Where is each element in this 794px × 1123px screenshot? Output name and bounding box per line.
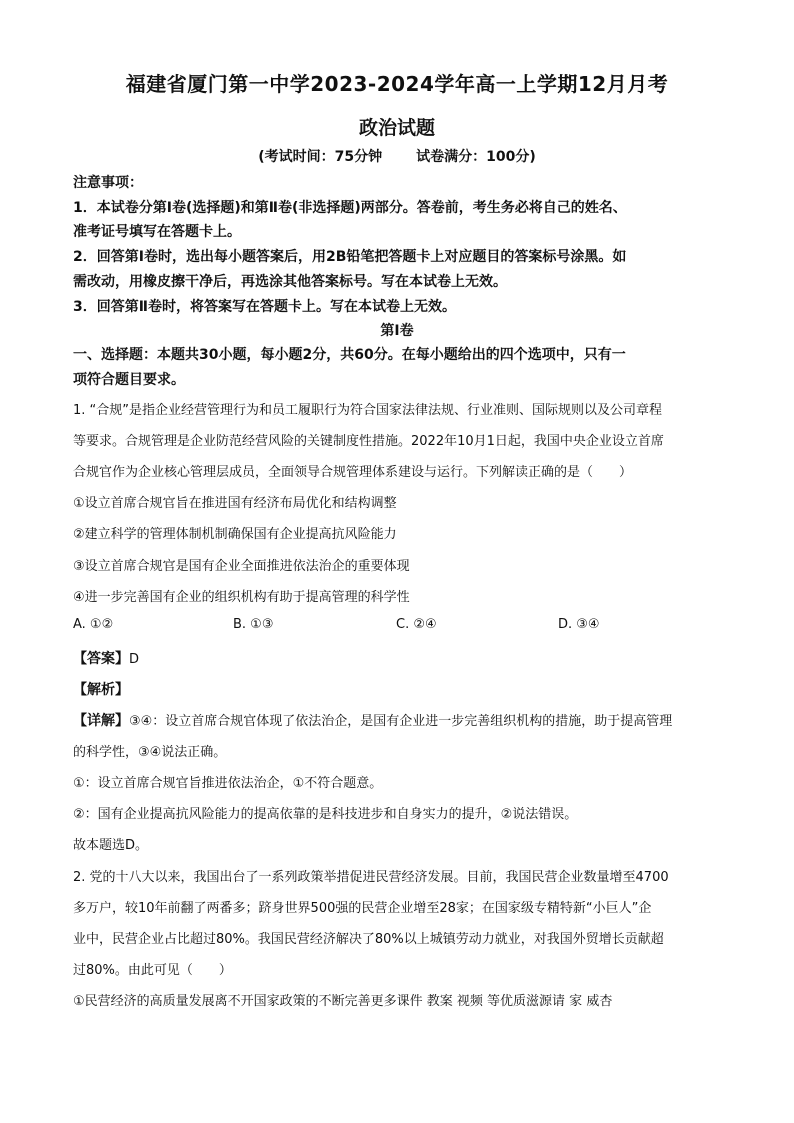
note-line: 2．回答第Ⅰ卷时，选出每小题答案后，用2B铅笔把答题卡上对应题目的答案标号涂黑。如 — [73, 249, 627, 265]
notes-heading: 注意事项： — [73, 175, 143, 191]
detail-line: 的科学性，③④说法正确。 — [73, 745, 227, 760]
q1-stem: 等要求。合规管理是企业防范经营风险的关键制度性措施。2022年10月1日起，我国中央企业设立首席 — [73, 434, 664, 449]
note-line: 1．本试卷分第Ⅰ卷(选择题)和第Ⅱ卷(非选择题)两部分。答卷前，考生务必将自己的姓名、 — [73, 200, 627, 216]
note-line: 准考证号填写在答题卡上。 — [73, 224, 241, 240]
q1-detail — [73, 710, 672, 730]
q1-statement: ①设立首席合规官旨在推进国有经济布局优化和结构调整 — [73, 496, 397, 511]
detail-line: ①：设立首席合规官旨推进依法治企，①不符合题意。 — [73, 776, 383, 791]
section-label: 第Ⅰ卷 — [380, 323, 414, 339]
section-instruction: 一、选择题：本题共30小题，每小题2分，共60分。在每小题给出的四个选项中，只有一 — [73, 347, 626, 363]
q1-option-a: A. ①② — [73, 617, 114, 632]
q1-statement: ④进一步完善国有企业的组织机构有助于提高管理的科学性 — [73, 590, 410, 605]
exam-title: 福建省厦门第一中学2023-2024学年高一上学期12月月考 — [125, 72, 669, 96]
q1-stem: 1. “合规”是指企业经营管理行为和员工履职行为符合国家法律法规、行业准则、国际规则以及公司章程 — [73, 403, 663, 418]
detail-line: 故本题选D。 — [73, 838, 149, 853]
answer-value: D — [129, 652, 140, 667]
detail-line: ②：国有企业提高抗风险能力的提高依靠的是科技进步和自身实力的提升，②说法错误。 — [73, 807, 578, 822]
exam-score: 试卷满分：100分) — [416, 149, 536, 165]
q2-statement: ①民营经济的高质量发展离不开国家政策的不断完善更多课件 教案 视频 等优质滋源请 家 威杏 — [73, 994, 613, 1009]
q2-stem: 过80%。由此可见（ ） — [73, 963, 232, 978]
detail-text: ③④：设立首席合规官体现了依法治企，是国有企业进一步完善组织机构的措施，助于提高管理 — [129, 714, 673, 729]
section-instruction: 项符合题目要求。 — [73, 372, 185, 388]
q1-stem: 合规官作为企业核心管理层成员，全面领导合规管理体系建设与运行。下列解读正确的是（ ） — [73, 465, 633, 480]
q2-stem: 多万户，较10年前翻了两番多；跻身世界500强的民营企业增至28家；在国家级专精特新“小巨人”企 — [73, 901, 652, 916]
exam-time-score — [0, 146, 794, 166]
exam-subtitle: 政治试题 — [358, 117, 435, 139]
q1-answer — [73, 648, 139, 668]
exam-time: (考试时间：75分钟 — [258, 149, 383, 165]
q1-option-d: D. ③④ — [558, 617, 600, 632]
answer-tag: 【答案】 — [73, 651, 129, 667]
q1-option-c: C. ②④ — [396, 617, 437, 632]
q2-stem: 2. 党的十八大以来，我国出台了一系列政策举措促进民营经济发展。目前，我国民营企业数量增至4700 — [73, 870, 669, 885]
q2-stem: 业中，民营企业占比超过80%。我国民营经济解决了80%以上城镇劳动力就业，对我国外贸增长贡献超 — [73, 932, 664, 947]
detail-tag: 【详解】 — [73, 713, 129, 729]
analysis-tag: 【解析】 — [73, 682, 129, 698]
note-line: 需改动，用橡皮擦干净后，再选涂其他答案标号。写在本试卷上无效。 — [73, 274, 507, 290]
q1-option-b: B. ①③ — [233, 617, 274, 632]
q1-statement: ③设立首席合规官是国有企业全面推进依法治企的重要体现 — [73, 559, 410, 574]
note-line: 3．回答第Ⅱ卷时，将答案写在答题卡上。写在本试卷上无效。 — [73, 299, 456, 315]
q1-statement: ②建立科学的管理体制机制确保国有企业提高抗风险能力 — [73, 527, 397, 542]
